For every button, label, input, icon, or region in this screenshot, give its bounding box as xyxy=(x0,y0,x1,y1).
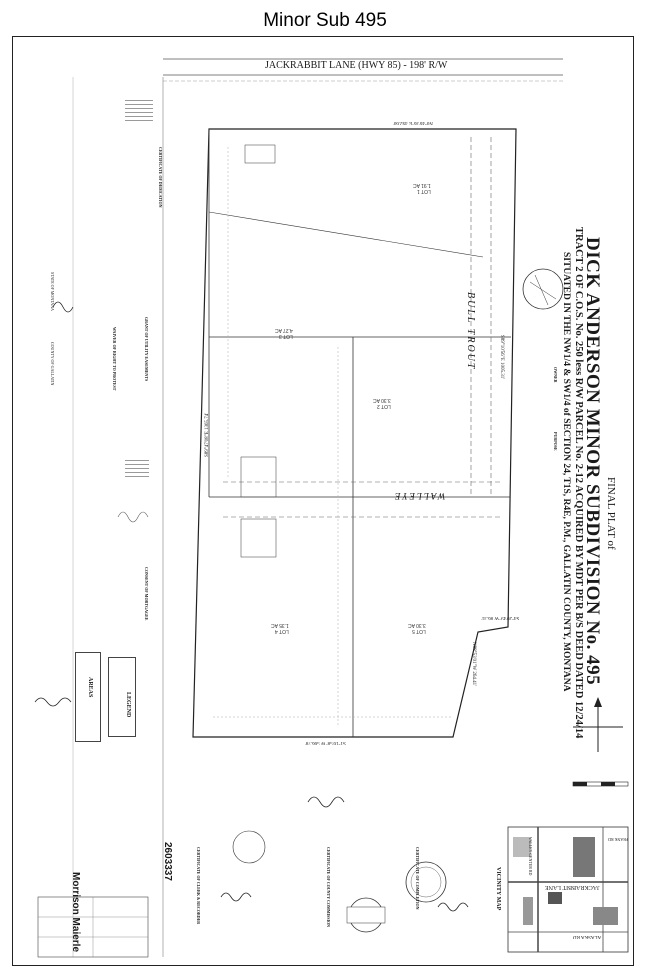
lot-name: LOT 3 xyxy=(278,333,293,339)
county-label: COUNTY OF GALLATIN xyxy=(50,342,55,386)
bearing-mid-line: S89°10'56"E 1005.31' xyxy=(499,335,504,380)
utility-easements-heading: GRANT OF UTILITY EASEMENTS xyxy=(144,317,149,382)
dedication-heading: CERTIFICATE OF DEDICATION xyxy=(158,147,163,208)
waiver-heading: WAIVER OF RIGHT TO PROTEST xyxy=(112,327,117,391)
lot-area: 3.30 AC xyxy=(373,397,391,403)
vicinity-alaska: ALASKA RD xyxy=(573,934,602,939)
lot-1-label xyxy=(413,182,431,194)
recorder-heading: CERTIFICATE OF CLERK & RECORDER xyxy=(196,847,201,925)
lot-area: 4.27 AC xyxy=(275,327,293,333)
lot-3-label xyxy=(275,327,293,339)
vicinity-valley-center: VALLEY CENTER RD xyxy=(528,837,533,876)
vicinity-jackrabbit: JACKRABBIT LANE xyxy=(545,884,600,890)
plat-subtitle-2: SITUATED IN THE NW1/4 & SW1/4 of SECTION 24, T1S, R4E, P.M., GALLATIN COUNTY, MONTANA xyxy=(561,252,571,692)
areas-box xyxy=(75,652,101,742)
legend-heading: LEGEND xyxy=(125,692,131,718)
commission-heading: CERTIFICATE OF COUNTY COMMISSION xyxy=(326,847,331,928)
state-label: STATE OF MONTANA xyxy=(50,272,55,311)
plat-subtitle-1: TRACT 2 OF C.O.S. No. 250 less R/W PARCEL No. 2-12 ACQUIRED BY MDT PER B/S DEED DATED 12/24/14 xyxy=(573,227,584,739)
bearing-east-segment-2: S4°20'49"W 86.31' xyxy=(481,615,520,620)
purpose-heading: PURPOSE xyxy=(553,432,558,451)
lot-name: LOT 5 xyxy=(411,628,426,634)
bearing-east-segment-1: N88°53'01"W 264.41' xyxy=(471,642,476,687)
lot-area: 1.35 AC xyxy=(271,622,289,628)
road-walleye: WALLEYE xyxy=(393,491,446,501)
lot-area: 3.30 AC xyxy=(408,622,426,628)
firm-name: Morrison Maierle xyxy=(70,872,81,953)
plat-title: DICK ANDERSON MINOR SUBDIVISION No. 495 xyxy=(582,237,603,686)
bearing-west-line: S89°47'08"E 1365.74' xyxy=(205,412,210,457)
plat-sheet xyxy=(12,36,634,966)
lot-2-label xyxy=(373,397,391,409)
lot-area: 1.91 AC xyxy=(413,182,431,188)
final-plat-label: FINAL PLAT of xyxy=(605,477,617,550)
page-title: Minor Sub 495 xyxy=(263,10,387,31)
bearing-south-line: S1°16'58"W 566.78' xyxy=(305,740,346,745)
consent-heading: CONSENT OF MORTGAGEE xyxy=(144,567,149,621)
road-bull-trout: BULL TROUT xyxy=(465,292,476,371)
legend-box xyxy=(108,657,136,737)
lot-name: LOT 4 xyxy=(274,628,289,634)
lot-4-label xyxy=(271,622,289,634)
vicinity-title: VICINITY MAP xyxy=(495,867,501,911)
plat-drawing xyxy=(13,37,634,966)
lot-5-label xyxy=(408,622,426,634)
filing-number: 2603337 xyxy=(162,842,173,881)
highway-label: JACKRABBIT LANE (HWY 85) - 198' R/W xyxy=(265,60,448,71)
vicinity-frank: FRANK RD xyxy=(608,837,629,842)
consent-text xyxy=(125,457,149,597)
completion-heading: CERTIFICATE OF COMPLETION xyxy=(415,847,420,910)
areas-heading: AREAS xyxy=(87,677,93,698)
lot-name: LOT 2 xyxy=(376,403,391,409)
lot-name: LOT 1 xyxy=(416,188,431,194)
owner-heading: OWNER xyxy=(553,367,558,383)
dedication-text xyxy=(125,97,153,287)
bearing-north-line: N0°46'36"E 492.60' xyxy=(393,120,434,125)
